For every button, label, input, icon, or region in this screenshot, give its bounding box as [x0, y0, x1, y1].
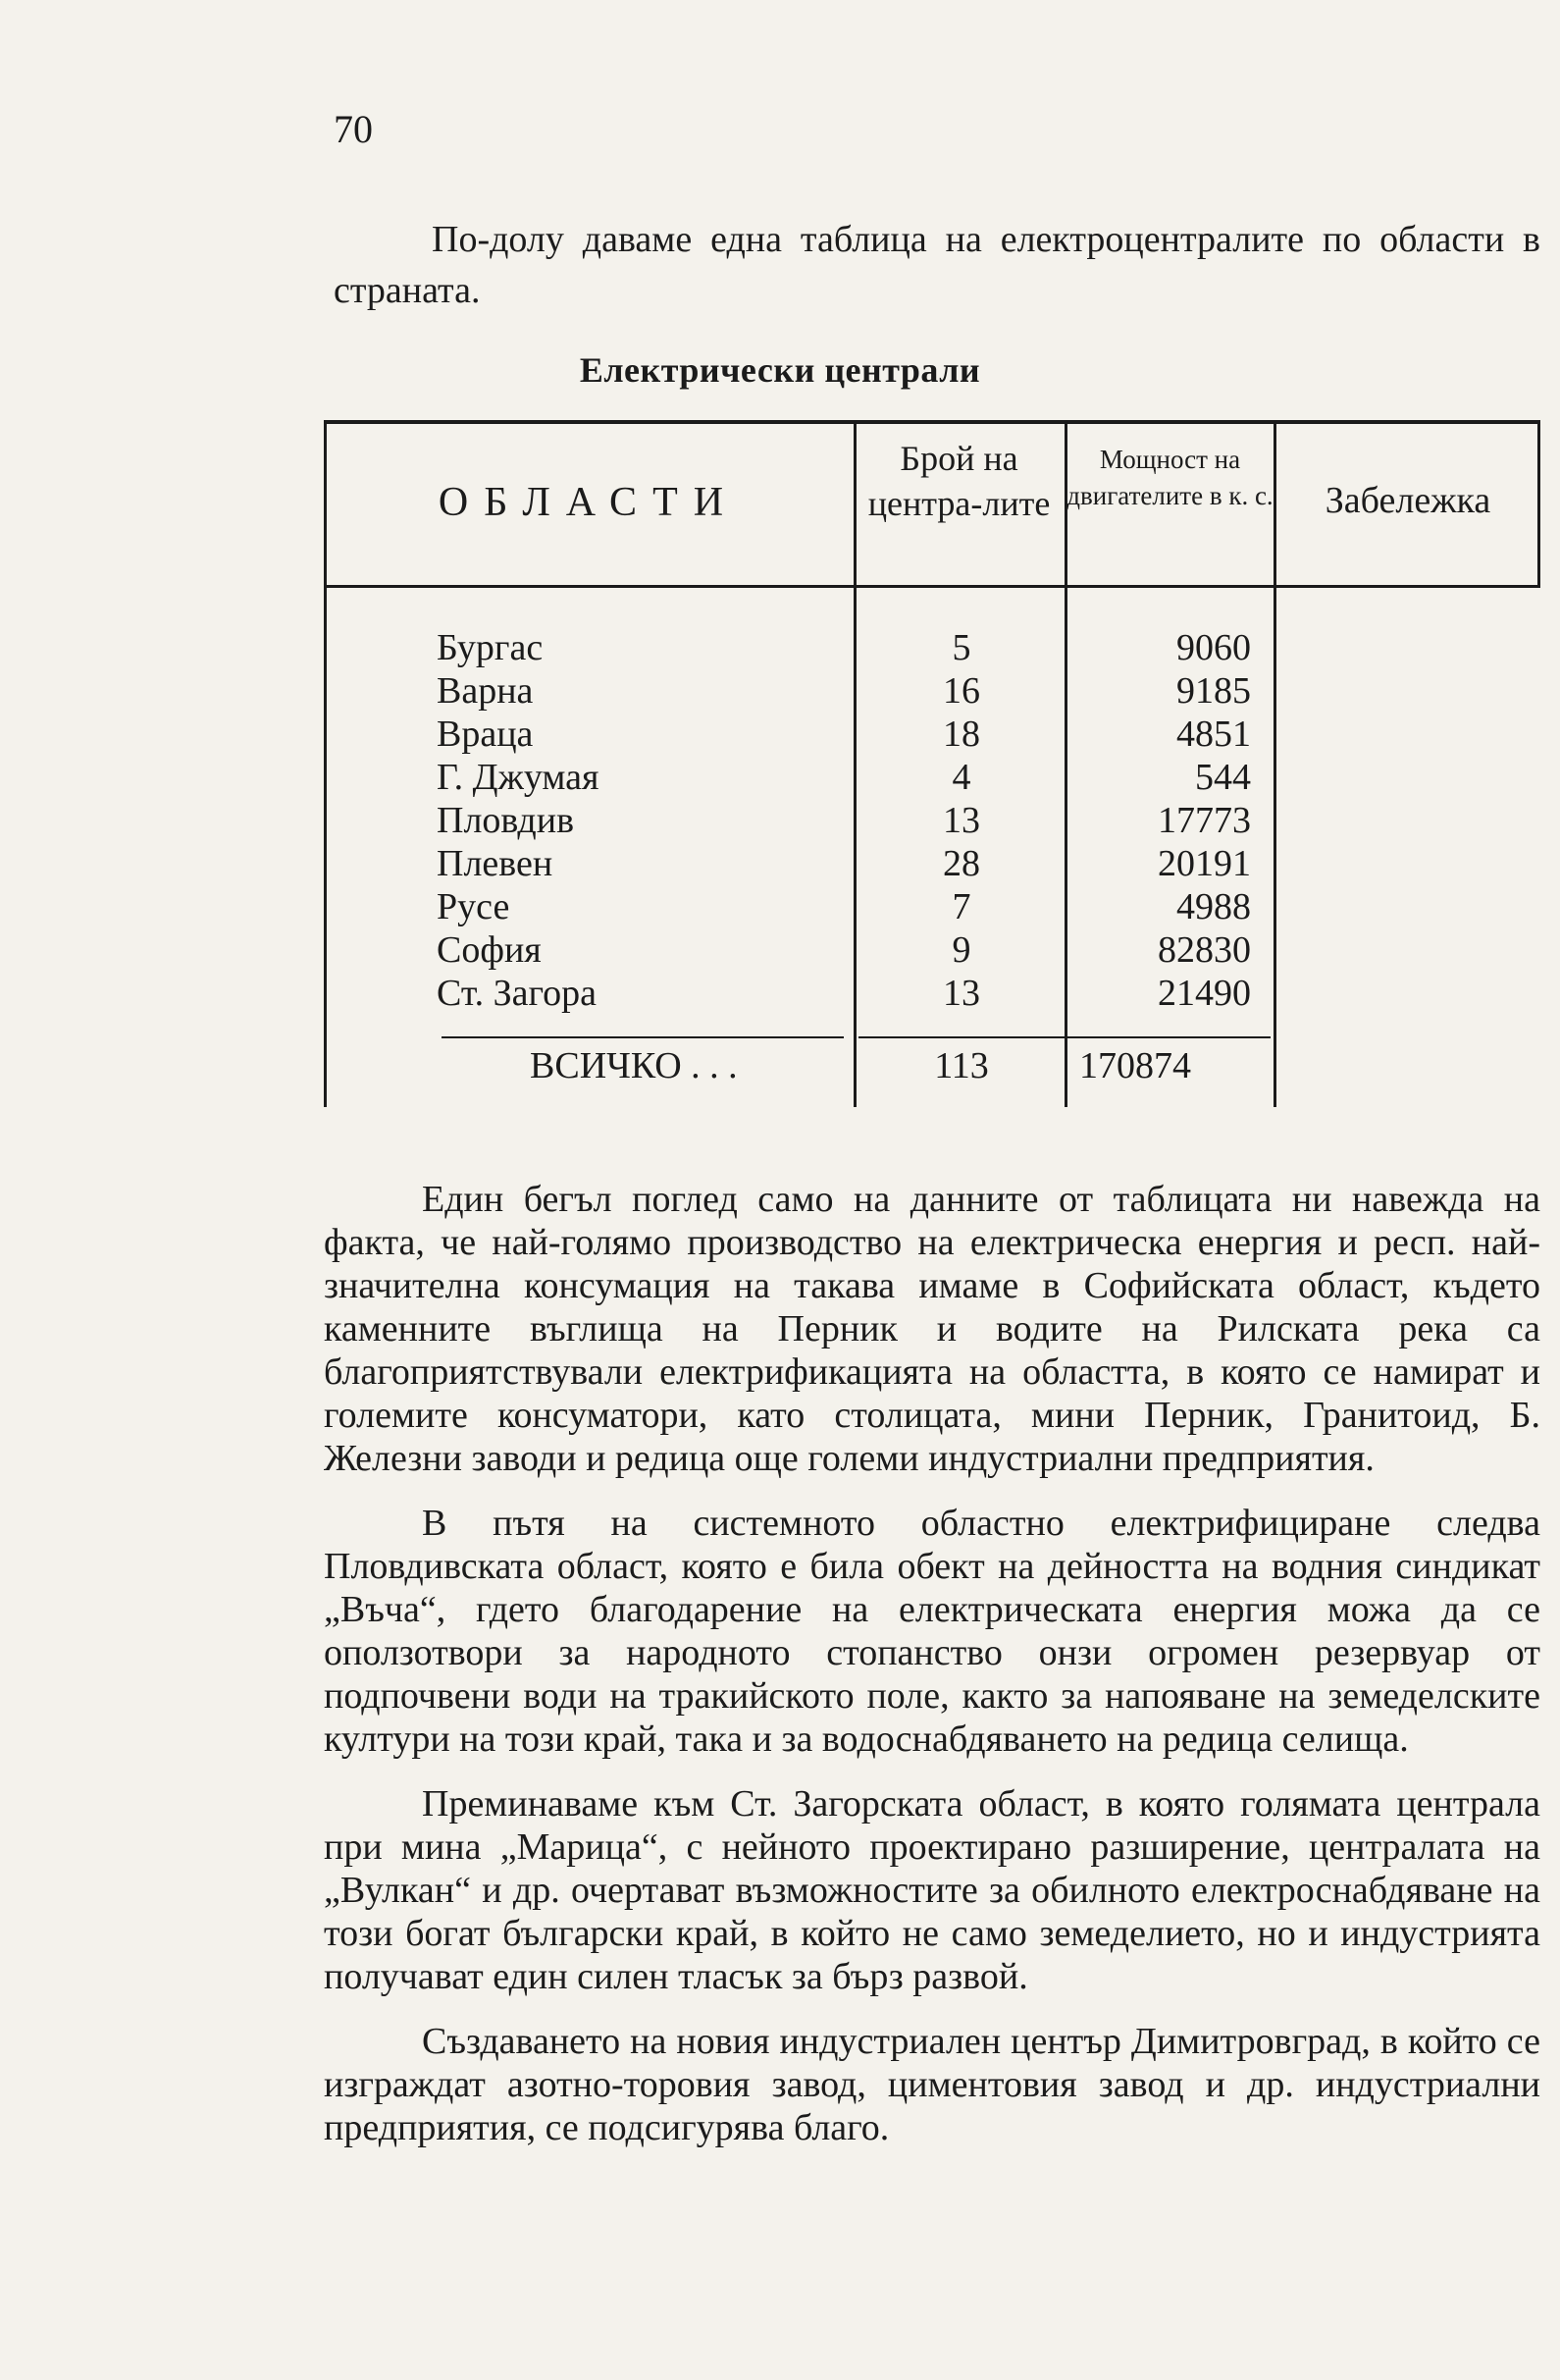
table-row [324, 928, 1540, 972]
count-cell: 13 [943, 973, 980, 1014]
table-title: Електрически централи [579, 350, 981, 390]
header-regions: ОБЛАСТИ [438, 480, 740, 525]
count-cell: 16 [943, 670, 980, 712]
table-top-rule [324, 420, 1540, 424]
table-row [324, 885, 1540, 928]
power-cell: 17773 [1158, 800, 1251, 841]
region-cell: Бургас [437, 627, 544, 668]
power-cell: 20191 [1158, 843, 1251, 884]
region-cell: Варна [437, 670, 534, 712]
total-power: 170874 [1079, 1045, 1191, 1086]
count-cell: 28 [943, 843, 980, 884]
power-cell: 21490 [1158, 973, 1251, 1014]
body-text [324, 1178, 1540, 2171]
region-cell: Русе [437, 886, 510, 927]
header-note: Забележка [1325, 480, 1491, 521]
power-cell: 4988 [1176, 886, 1251, 927]
table-row [324, 756, 1540, 799]
region-cell: Плевен [437, 843, 553, 884]
table-total-rule-left [442, 1036, 844, 1038]
power-cell: 9060 [1176, 627, 1251, 668]
count-cell: 5 [952, 627, 971, 668]
power-cell: 4851 [1176, 714, 1251, 755]
count-cell: 7 [952, 886, 971, 927]
table-row [324, 799, 1540, 842]
table-header-rule [324, 585, 1540, 588]
total-count: 113 [934, 1045, 989, 1086]
paragraph: Създаването на новия индустриален център Димитровград, в който се изграждат азотно-торовия завод, циментовия завод и др. индустриални предприятия, се подсигурява благо. [324, 2021, 1540, 2148]
power-cell: 82830 [1158, 929, 1251, 971]
region-cell: Пловдив [437, 800, 575, 841]
power-cell: 544 [1195, 757, 1251, 798]
count-cell: 13 [943, 800, 980, 841]
paragraph: В пътя на системното областно електрифициране следва Пловдивската област, която е била обект на дейността на водния синдикат „Въча“, гдето благодарение на електрическата енергия можа да се оползотвори за народното стопанство онзи огромен резервуар от подпочвени води на тракийското поле, както за напояване на земеделските култури на този край, така и за водоснабдяването на редица селища. [324, 1503, 1540, 1760]
total-label: ВСИЧКО . . . [530, 1045, 738, 1086]
table-body [324, 626, 1540, 1015]
paragraph: Преминаваме към Ст. Загорската област, в която голямата централа при мина „Марица“, с нейното проектирано разширение, централата на „Вулкан“ и др. очертават възможностите за обилното електроснабдяване на този богат български край, в който не само земеделието, но и индустрията получават един силен тласък за бърз развой. [324, 1783, 1540, 1997]
region-cell: Враца [437, 714, 534, 755]
count-cell: 4 [952, 757, 971, 798]
table-row [324, 713, 1540, 756]
region-cell: София [437, 929, 542, 971]
intro-paragraph: По-долу даваме една таблица на електроцентралите по области в страната. [334, 219, 1540, 311]
count-cell: 18 [943, 714, 980, 755]
count-cell: 9 [952, 929, 971, 971]
table-row [324, 972, 1540, 1015]
table-row [324, 626, 1540, 669]
power-cell: 9185 [1176, 670, 1251, 712]
header-count: Брой на центра-лите [867, 439, 1051, 523]
page-number: 70 [334, 107, 373, 151]
table-total-row [324, 1044, 1540, 1093]
region-cell: Г. Джумая [437, 757, 599, 798]
power-stations-table [324, 420, 1540, 1107]
region-cell: Ст. Загора [437, 973, 598, 1014]
paragraph: Един бегъл поглед само на данните от таблицата ни навежда на факта, че най-голямо производство на електрическа енергия и респ. най-значителна консумация на такава имаме в Софийската област, където каменните въглища на Перник и водите на Рилската река са благоприятствували електрификацията на областта, в която се намират и големите консуматори, като столицата, мини Перник, Гранитоид, Б. Железни заводи и редица още големи индустриални предприятия. [324, 1179, 1540, 1479]
table-row [324, 669, 1540, 713]
table-row [324, 842, 1540, 885]
header-power: Мощност на двигателите в к. с. [1066, 445, 1274, 510]
